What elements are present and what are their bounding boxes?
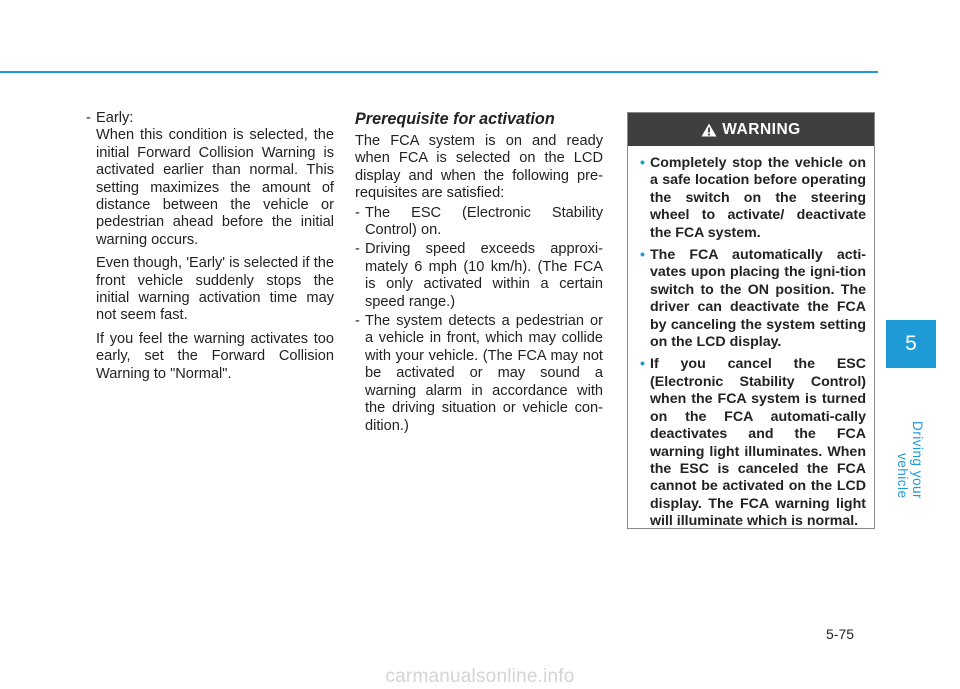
list-dash: -: [355, 313, 360, 330]
warning-title: WARNING: [722, 120, 801, 138]
list-item: [355, 241, 603, 311]
warning-header: [628, 113, 874, 146]
list-dash: -: [86, 110, 91, 126]
list-dash: -: [355, 204, 360, 221]
chapter-title: Driving your vehicle: [895, 420, 925, 499]
warning-item-text: If you cancel the ESC (Electronic Stability Control) when the FCA system is turned on the FCA automati-cally deactivates and the FCA warning light illuminates. When the ESC is canceled the FCA cannot be activated on the LCD display. The FCA warning light will illuminate which is normal.: [650, 356, 866, 530]
early-label: Early:: [96, 110, 134, 126]
warning-triangle-icon: [701, 123, 717, 137]
bullet-icon: •: [640, 155, 645, 171]
warning-item-text: The FCA automatically acti-vates upon placing the igni-tion switch to the ON position. The driver can deactivate the FCA by canceling the system setting on the LCD display.: [650, 247, 866, 351]
early-paragraph-1: When this condition is selected, the initial Forward Collision Warning is activated earlier than normal. This setting maximizes the amount of distance between the vehicle or pedestrian ahead before the initial warning occurs.: [96, 127, 334, 248]
list-item-text: Driving speed exceeds approxi-mately 6 mph (10 km/h). (The FCA is only activated within a certain speed range.): [365, 241, 603, 310]
intro-paragraph: The FCA system is on and ready when FCA is selected on the LCD display and when the following pre-requisites are satisfied:: [355, 133, 603, 202]
watermark: carmanualsonline.info: [385, 666, 575, 687]
chapter-number: 5: [905, 332, 917, 355]
page-number: 5-75: [826, 626, 855, 642]
warning-item: [640, 247, 866, 351]
header-rule: [0, 71, 878, 73]
middle-column: [355, 110, 603, 435]
early-paragraph-2: Even though, 'Early' is selected if the front vehicle suddenly stops the initial warning activation time may not seem fast.: [96, 255, 334, 324]
warning-item: [640, 155, 866, 242]
warning-item-text: Completely stop the vehicle on a safe location before operating the switch on the steering wheel to activate/ deactivate the FCA system.: [650, 155, 866, 241]
bullet-icon: •: [640, 356, 645, 373]
list-item: [355, 205, 603, 240]
list-dash: -: [355, 241, 360, 258]
warning-item: [640, 356, 866, 530]
early-paragraph-3: If you feel the warning activates too early, set the Forward Collision Warning to "Normal".: [96, 330, 334, 382]
warning-body: [628, 146, 874, 531]
chapter-tab: [886, 320, 936, 368]
list-item-text: The system detects a pedestrian or a vehicle in front, which may collide with your vehicle. (The FCA may not be activated or may sound a warning alarm in accordance with the driving situation or vehicle con-dition.): [365, 313, 603, 434]
left-column: [86, 110, 334, 389]
section-heading: Prerequisite for activation: [355, 110, 555, 128]
bullet-icon: •: [640, 247, 645, 264]
warning-box: [627, 112, 875, 529]
list-item-text: The ESC (Electronic Stability Control) on.: [365, 204, 603, 239]
early-item: [86, 110, 334, 127]
list-item: [355, 313, 603, 435]
